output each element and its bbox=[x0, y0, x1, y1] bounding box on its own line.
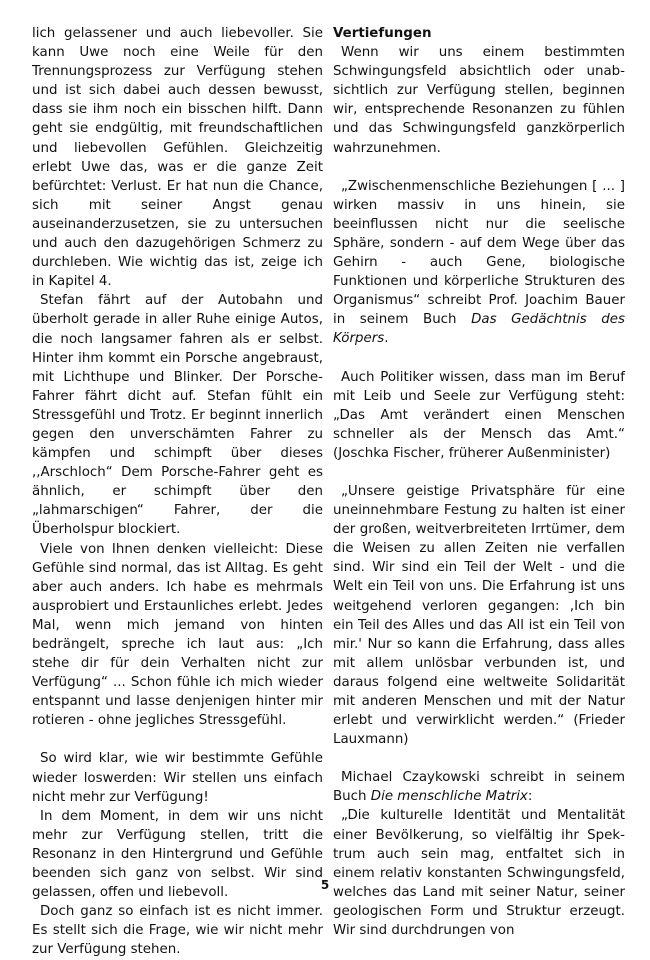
right-column bbox=[333, 24, 625, 940]
czaykowski-text: Michael Czaykowski schreibt in seinem Buch bbox=[333, 770, 625, 805]
paragraph-gap bbox=[333, 463, 625, 482]
paragraph-politiker: Auch Politiker wissen, dass man im Beruf mit Leib und Seele zur Verfügung steht: „Das Amt verändert einen Menschen schneller als der Mensch das Amt.“ (Joschka Fischer, früherer Außenminister) bbox=[333, 369, 625, 461]
page-number: 5 bbox=[320, 878, 330, 892]
book-title-gedaechtnis: Das Gedächtnis des Körpers bbox=[333, 312, 625, 347]
czaykowski-end: : bbox=[527, 789, 533, 805]
paragraph-gap bbox=[333, 749, 625, 768]
section-heading: Vertiefungen bbox=[333, 26, 432, 41]
paragraph-doch-ganz: Doch ganz so einfach ist es nicht immer. Es stellt sich die Frage, wie wir nicht mehr zur Verfügung stehen. bbox=[32, 904, 323, 958]
book-title-matrix: Die menschliche Matrix bbox=[370, 789, 528, 805]
paragraph-in-dem-moment: In dem Moment, in dem wir uns nicht mehr zur Verfügung stellen, tritt die Resonanz in den Hintergrund und Gefühle beenden sich ganz von selbst. Wir sind gelassen, offen und liebevoll. bbox=[32, 808, 323, 901]
bauer-quote-end: . bbox=[384, 331, 389, 347]
paragraph-so-wird-klar: So wird klar, wie wir bestimmte Gefühle wieder loswerden: Wir stellen uns einfach nicht mehr zur Verfügung! bbox=[32, 751, 323, 805]
left-column bbox=[32, 24, 323, 960]
paragraph-vertiefungen: Wenn wir uns einem bestimmten Schwingungsfeld absichtlich oder unabsichtlich zur Verfügung stellen, beginnen wir, entsprechende Resonanzen zu fühlen und das Schwingungsfeld ganzkörperlich wahrzunehmen. bbox=[333, 45, 625, 156]
paragraph-gap bbox=[32, 730, 323, 749]
paragraph-gap bbox=[333, 158, 625, 177]
bauer-quote-text: „Zwischenmenschliche Beziehungen [ ... ] wirken massiv in uns hinein, sie beeinflussen nicht nur die seelische Sphäre, sondern - auf dem Wege über das Gehirn - auch Gene, biologische Funktionen und körperliche Strukturen des Organismus“ schreibt Prof. Joachim Bauer in seinem Buch bbox=[333, 178, 625, 328]
paragraph-stefan: Stefan fährt auf der Autobahn und überholt gerade in aller Ruhe einige Autos, die noch langsamer fahren als er selbst. Hinter ihm kommt ein Porsche angebraust, mit Lichthupe und Blinker. Der Porsche-Fahrer fährt dicht auf. Stefan fühlt ein Stressgefühl und Trotz. Er beginnt innerlich gegen den unverschämten Fahrer zu kämpfen und schimpft über dieses ,,Arschloch“ Dem Porsche-Fahrer geht es ähnlich, er schimpft über den „lahmarschigen“ Fahrer, der die Überholspur blockiert. bbox=[32, 293, 323, 538]
paragraph-czaykowski bbox=[333, 768, 625, 806]
paragraph-uwe: lich gelassener und auch liebevoller. Sie kann Uwe noch eine Weile für den Trennungsprozess zur Verfügung stehen und ist sich dabei auch dessen bewusst, dass sie ihm noch ein bisschen hilft. Dann geht sie endgültig, mit freundschaftlichen und liebevollen Gefühlen. Gleichzeitig erlebt Uwe das, was er die ganze Zeit befürchtet: Verlust. Er hat nun die Chance, sich mit seiner Angst genau auseinanderzusetzen, sie zu untersuchen und auch den dazugehörigen Schmerz zu durchleben. Wie wichtig das ist, zeige ich in Kapitel 4. bbox=[32, 26, 323, 290]
paragraph-gap bbox=[333, 349, 625, 368]
paragraph-bauer-quote bbox=[333, 177, 625, 349]
paragraph-lauxmann-quote: „Unsere geistige Privatsphäre für eine uneinnehmbare Festung zu halten ist einer der großen, weitverbreiteten Irrtümer, dem die Weisen zu allen Zeiten nie verfallen sind. Wir sind ein Teil der Welt - und die Welt ein Teil von uns. Die Erfahrung ist uns weitgehend verloren gegangen: ,Ich bin ein Teil des Alles und das All ist ein Teil von mir.' Nur so kann die Erfahrung, dass alles mit allem unlösbar verbunden ist, und daraus folgend eine weltweite Solidarität mit anderen Menschen und mit der Natur erlebt und verwirklicht werden.“ (Frieder Lauxmann) bbox=[333, 483, 625, 748]
paragraph-identitaet-quote: „Die kulturelle Identität und Mentalität einer Bevölkerung, so vielfältig ihr Spektrum auch sein mag, entfaltet sich in einem relativ konstanten Schwingungsfeld, welches das Land mit seiner Natur, seiner geologischen Form und Struktur erzeugt. Wir sind durchdrungen von bbox=[333, 808, 625, 939]
paragraph-alltag: Viele von Ihnen denken vielleicht: Diese Gefühle sind normal, das ist Alltag. Es geht aber auch anders. Ich habe es mehrmals ausprobiert und Erstaunliches erlebt. Jedes Mal, wenn mich jemand von hinten bedrängelt, spreche ich laut aus: „Ich stehe dir für dein Verhalten nicht zur Verfügung“ ... Schon fühle ich mich wieder entspannt und lasse denjenigen hinter mir rotieren - ohne jegliches Stressgefühl. bbox=[32, 541, 323, 729]
